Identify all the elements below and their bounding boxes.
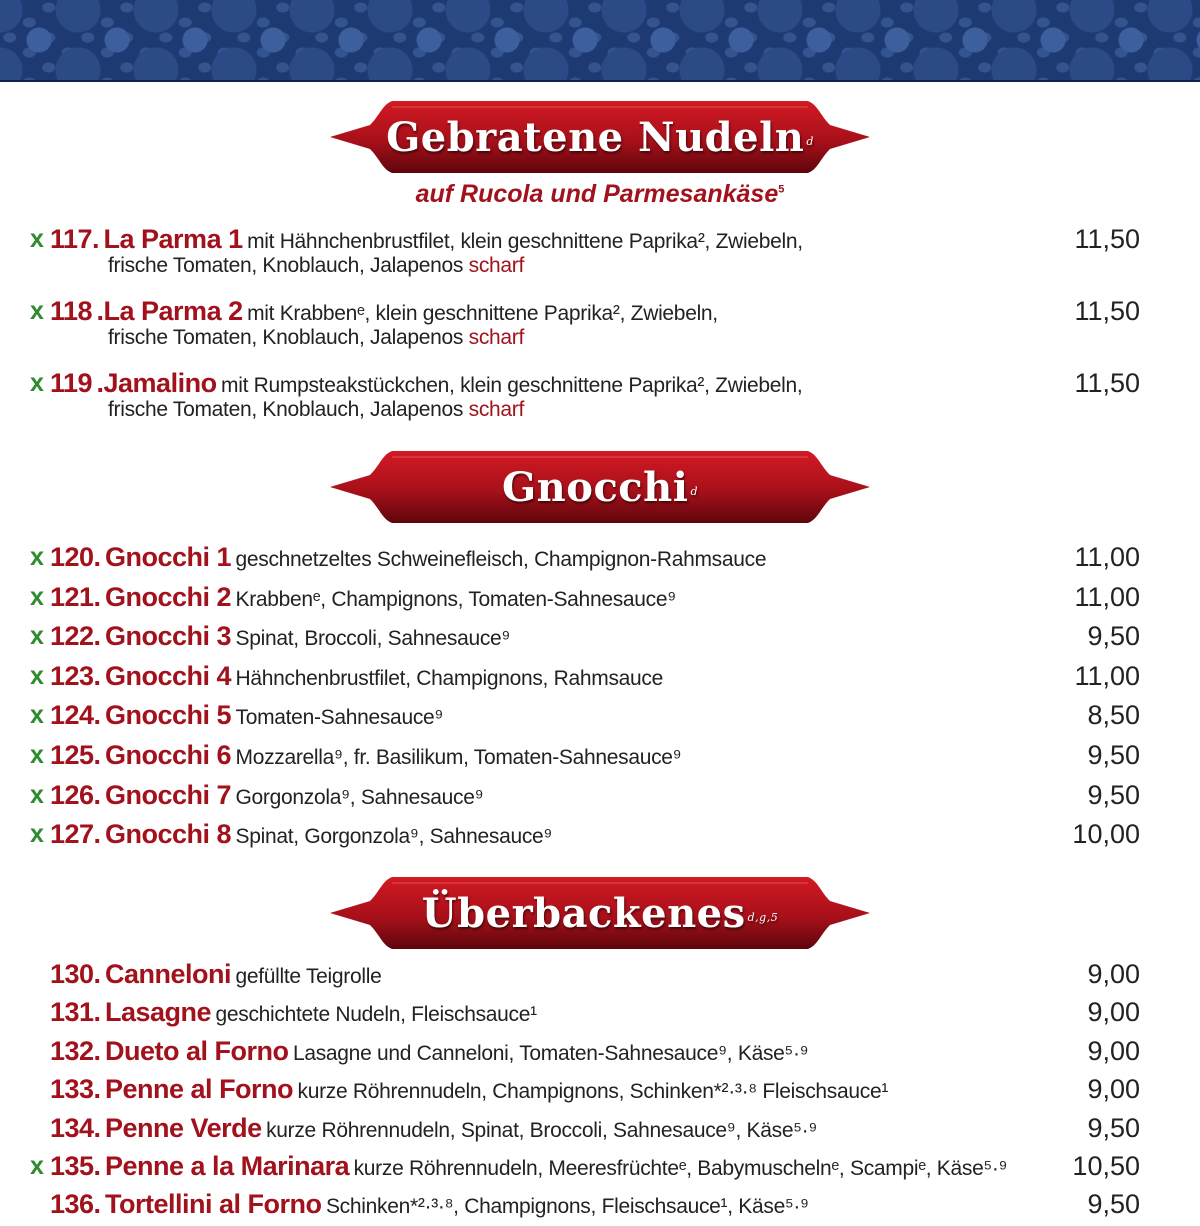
vegetarian-marker: x xyxy=(30,1152,44,1180)
item-number: 130. xyxy=(50,959,101,989)
item-description: Gorgonzola⁹, Sahnesauce⁹ xyxy=(235,785,484,809)
item-price: 9,50 xyxy=(1087,740,1140,770)
item-name: Lasagne xyxy=(105,997,212,1028)
vegetarian-marker: x xyxy=(30,543,44,571)
section-subtitle: auf Rucola und Parmesankäse$^5$ xyxy=(415,180,785,208)
menu-item xyxy=(30,778,1170,812)
vegetarian-marker: x xyxy=(30,701,44,730)
vegetarian-marker: x xyxy=(30,369,44,397)
item-description: Hähnchenbrustfilet, Champignons, Rahmsauce xyxy=(235,666,663,690)
menu-item xyxy=(30,957,1170,991)
item-name: Gnocchi 5 xyxy=(105,700,232,731)
item-description: Spinat, Gorgonzola⁹, Sahnesauce⁹ xyxy=(235,825,553,849)
item-number: 123. xyxy=(50,660,101,691)
item-price: 11,00 xyxy=(1074,542,1140,572)
damask-header-band xyxy=(0,0,1200,82)
item-description: kurze Röhrennudeln, Champignons, Schinken*²·³·⁸ Fleischsauce¹ xyxy=(297,1080,889,1104)
item-number: 120. xyxy=(50,542,101,572)
item-name: Gnocchi 6 xyxy=(105,740,232,770)
item-description: Schinken*²·³·⁸, Champignons, Fleischsauce¹, Käse⁵·⁹ xyxy=(325,1195,809,1219)
vegetarian-marker: x xyxy=(30,820,44,849)
item-price: 9,00 xyxy=(1087,1035,1140,1066)
item-price: 9,50 xyxy=(1087,1189,1140,1220)
item-price: 11,00 xyxy=(1074,581,1140,612)
item-price: 9,50 xyxy=(1087,779,1140,810)
item-name: Canneloni xyxy=(105,959,232,989)
item-description: geschnetzeltes Schweinefleisch, Champignon-Rahmsauce xyxy=(235,548,767,571)
spicy-label: scharf xyxy=(468,326,525,349)
vegetarian-marker: x xyxy=(30,741,44,769)
menu-item xyxy=(30,995,1170,1029)
item-number: 117. xyxy=(50,224,100,254)
spicy-label: scharf xyxy=(468,398,525,421)
section-banner-gnocchi xyxy=(330,447,870,527)
vegetarian-marker: x xyxy=(30,780,44,809)
item-name: Penne a la Marinara xyxy=(105,1151,350,1181)
item-name: Penne al Forno xyxy=(105,1074,294,1105)
menu-item xyxy=(30,659,1170,693)
item-name: Gnocchi 8 xyxy=(105,819,232,850)
item-name: .La Parma 2 xyxy=(96,296,243,326)
vegetarian-marker: x xyxy=(30,661,44,690)
item-description-2: frische Tomaten, Knoblauch, Jalapenos xyxy=(108,398,464,421)
item-description: Tomaten-Sahnesauce⁹ xyxy=(235,706,444,730)
section-banner-ueberbackenes xyxy=(330,873,870,953)
item-description: geschichtete Nudeln, Fleischsauce¹ xyxy=(215,1003,537,1027)
item-description: mit Rumpsteakstückchen, klein geschnittene Paprika², Zwiebeln, xyxy=(221,374,803,397)
item-number: 119 xyxy=(50,368,93,398)
menu-item xyxy=(30,738,1170,772)
item-description: Mozzarella⁹, fr. Basilikum, Tomaten-Sahnesauce⁹ xyxy=(235,746,682,769)
item-number: 133. xyxy=(50,1074,101,1105)
item-name: Gnocchi 3 xyxy=(105,621,232,652)
menu-item xyxy=(30,698,1170,732)
item-price: 9,00 xyxy=(1087,997,1140,1028)
item-description: kurze Röhrennudeln, Spinat, Broccoli, Sahnesauce⁹, Käse⁵·⁹ xyxy=(266,1118,818,1142)
menu-item xyxy=(30,222,1170,277)
section-banner-gebratene-nudeln xyxy=(330,97,870,177)
item-description: mit Krabbenᵉ, klein geschnittene Paprika², Zwiebeln, xyxy=(247,302,718,325)
item-number: 132. xyxy=(50,1035,101,1066)
vegetarian-marker: x xyxy=(30,297,44,325)
menu-item xyxy=(30,619,1170,653)
menu-item xyxy=(30,1111,1170,1145)
item-number: 126. xyxy=(50,779,101,810)
item-price: 10,50 xyxy=(1072,1151,1140,1181)
item-description: Spinat, Broccoli, Sahnesauce⁹ xyxy=(235,627,511,651)
item-name: Dueto al Forno xyxy=(105,1035,289,1066)
item-price: 9,50 xyxy=(1087,621,1140,652)
item-number: 124. xyxy=(50,700,101,731)
item-name: Gnocchi 1 xyxy=(105,542,232,572)
item-number: 118 xyxy=(50,296,93,326)
item-number: 127. xyxy=(50,819,101,850)
vegetarian-marker: x xyxy=(30,622,44,651)
item-price: 11,50 xyxy=(1074,224,1140,254)
item-name: Penne Verde xyxy=(105,1112,262,1143)
section-title: Gebratene Nudeln $^d$ xyxy=(386,113,814,161)
item-price: 11,50 xyxy=(1074,296,1140,326)
item-name: Gnocchi 7 xyxy=(105,779,232,810)
item-number: 131. xyxy=(50,997,101,1028)
item-number: 121. xyxy=(50,581,101,612)
menu-item xyxy=(30,1187,1170,1221)
item-name: .Jamalino xyxy=(96,368,217,398)
item-number: 122. xyxy=(50,621,101,652)
item-price: 11,50 xyxy=(1074,368,1140,398)
item-price: 9,00 xyxy=(1087,959,1140,989)
menu-item xyxy=(30,366,1170,421)
item-number: 125. xyxy=(50,740,101,770)
menu-item xyxy=(30,1072,1170,1106)
item-description-2: frische Tomaten, Knoblauch, Jalapenos xyxy=(108,326,464,349)
item-description: kurze Röhrennudeln, Meeresfrüchteᵉ, Babymuschelnᵉ, Scampiᵉ, Käse⁵·⁹ xyxy=(353,1157,1008,1180)
menu-item xyxy=(30,1034,1170,1068)
item-price: 8,50 xyxy=(1087,700,1140,731)
menu-item xyxy=(30,1149,1170,1183)
item-description: Lasagne und Canneloni, Tomaten-Sahnesauce⁹, Käse⁵·⁹ xyxy=(292,1041,809,1065)
menu-item xyxy=(30,294,1170,349)
item-number: 135. xyxy=(50,1151,101,1181)
item-price: 10,00 xyxy=(1072,819,1140,850)
item-price: 9,00 xyxy=(1087,1074,1140,1105)
menu-item xyxy=(30,817,1170,851)
item-description: mit Hähnchenbrustfilet, klein geschnittene Paprika², Zwiebeln, xyxy=(247,230,803,253)
item-name: Gnocchi 2 xyxy=(105,581,232,612)
menu-item xyxy=(30,540,1170,574)
item-price: 11,00 xyxy=(1074,660,1140,691)
vegetarian-marker: x xyxy=(30,225,44,253)
item-description: Krabbenᵉ, Champignons, Tomaten-Sahnesauce⁹ xyxy=(235,587,676,611)
item-description-2: frische Tomaten, Knoblauch, Jalapenos xyxy=(108,254,464,277)
item-name: Gnocchi 4 xyxy=(105,660,232,691)
menu-item xyxy=(30,580,1170,614)
item-name: Tortellini al Forno xyxy=(105,1189,322,1220)
spicy-label: scharf xyxy=(468,254,525,277)
item-description: gefüllte Teigrolle xyxy=(235,965,382,988)
item-number: 136. xyxy=(50,1189,101,1220)
item-number: 134. xyxy=(50,1112,101,1143)
section-title: Gnocchi $^d$ xyxy=(502,463,698,511)
section-title: Überbackenes $^{d,g,5}$ xyxy=(421,889,779,937)
item-name: La Parma 1 xyxy=(103,224,243,254)
vegetarian-marker: x xyxy=(30,582,44,611)
item-price: 9,50 xyxy=(1087,1112,1140,1143)
